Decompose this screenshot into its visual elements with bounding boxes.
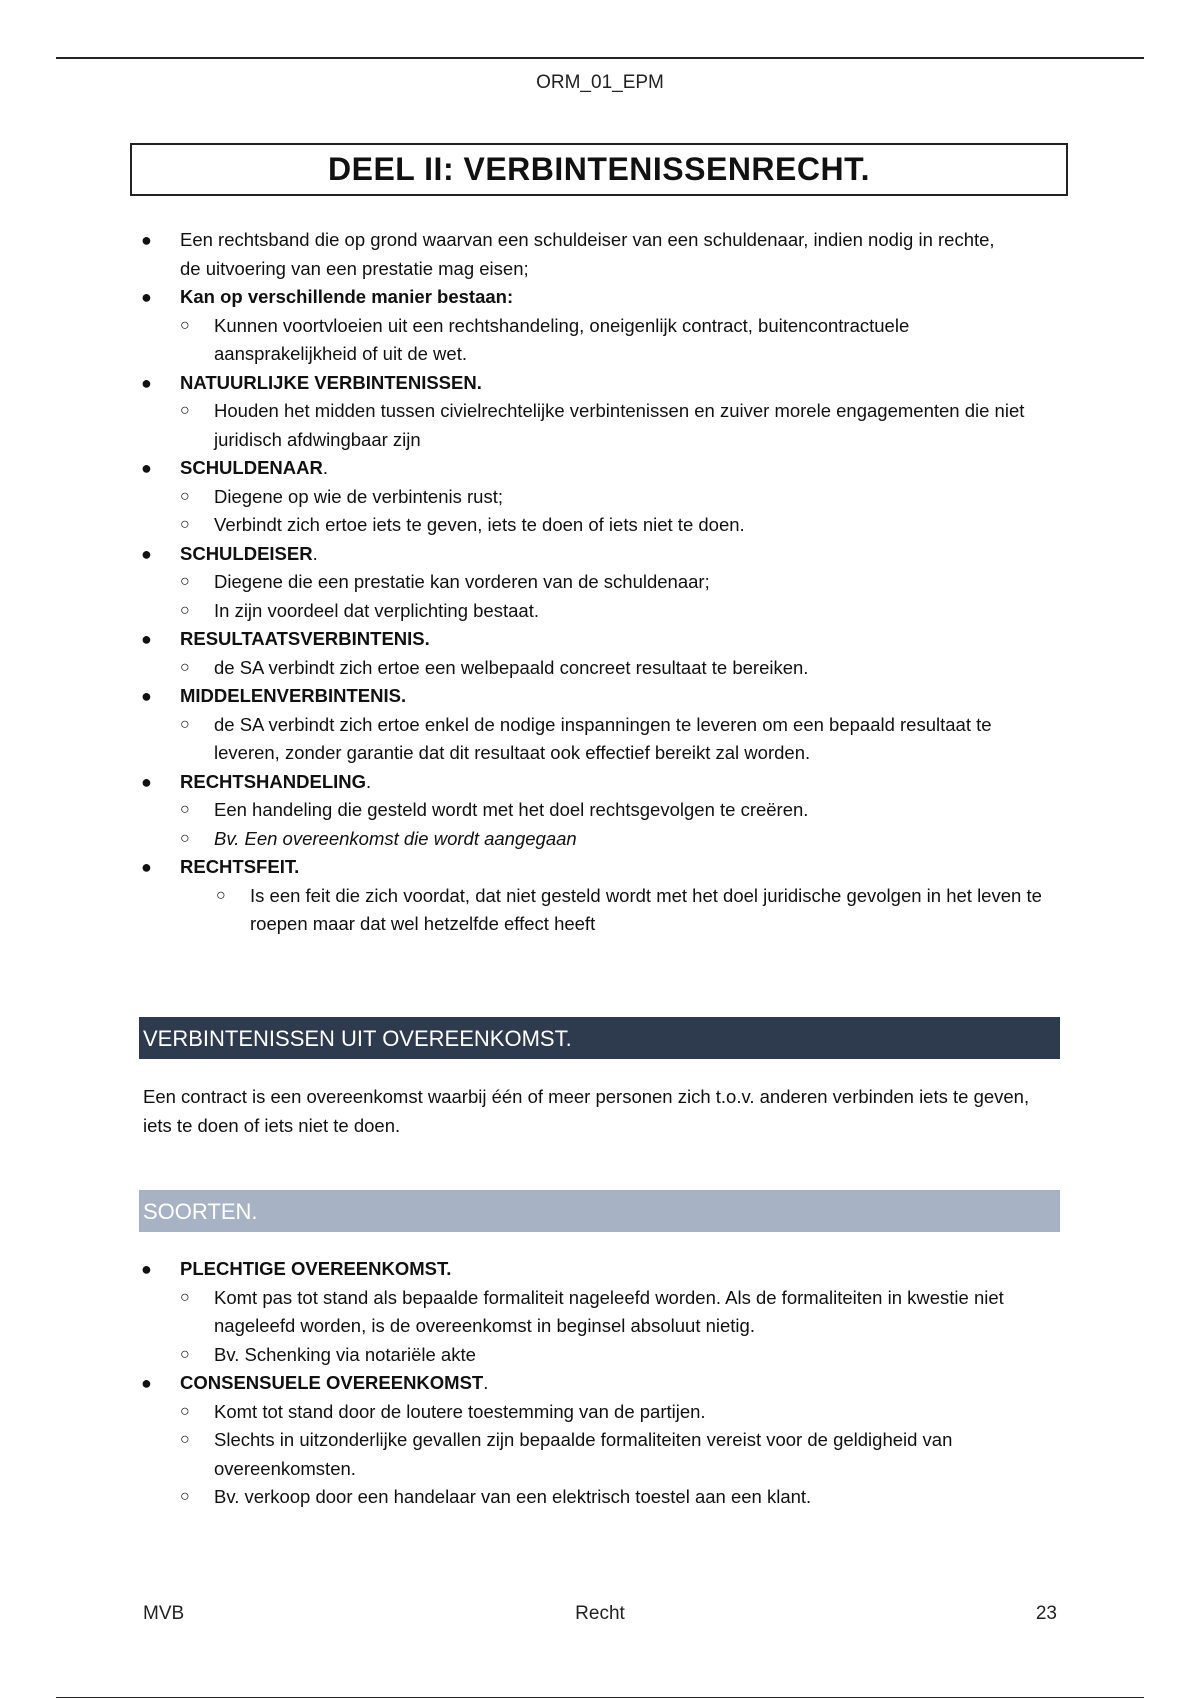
list-item: ● SCHULDEISER. ○ Diegene die een prestatie kan vorderen van de schuldenaar; ○ In zijn voordeel dat verplichting bestaat. [0, 540, 1060, 626]
circle-bullet-icon: ○ [180, 1431, 190, 1448]
list-item: ● RESULTAATSVERBINTENIS. ○ de SA verbindt zich ertoe een welbepaald concreet resultaat te bereiken. [0, 625, 1060, 682]
section-paragraph: Een contract is een overeenkomst waarbij één of meer personen zich t.o.v. anderen verbinden iets te geven, iets te doen of iets niet te doen. [143, 1086, 1030, 1136]
sub-list-item: ○ de SA verbindt zich ertoe enkel de nodige inspanningen te leveren om een bepaald resultaat te leveren, zonder garantie dat dit resultaat ook effectief bereikt zal worden. [180, 711, 1054, 768]
sub-list-item: ○ Diegene op wie de verbintenis rust; [180, 483, 1064, 512]
list-item: ● Kan op verschillende manier bestaan: ○ Kunnen voortvloeien uit een rechtshandeling, oneigenlijk contract, buitencontractuele aansprakelijkheid of uit de wet. [0, 283, 1060, 369]
circle-bullet-icon: ○ [180, 829, 190, 847]
circle-bullet-icon: ○ [180, 573, 190, 590]
bullet-icon: ● [141, 230, 152, 250]
list-item: ● PLECHTIGE OVEREENKOMST. ○ Komt pas tot stand als bepaalde formaliteit nageleefd worden. Als de formaliteiten in kwestie niet nageleefd worden, is de overeenkomst in beginsel absoluut nietig. ○ Bv. Schenking via notariële akte [0, 1255, 1060, 1369]
sub-list-item: ○ Komt tot stand door de loutere toestemming van de partijen. [180, 1398, 1064, 1427]
circle-bullet-icon: ○ [216, 886, 226, 904]
footer-author: MVB [143, 1603, 185, 1624]
circle-bullet-icon: ○ [180, 601, 190, 619]
list-item: ● MIDDELENVERBINTENIS. ○ de SA verbindt zich ertoe enkel de nodige inspanningen te leveren om een bepaald resultaat te leveren, zonder garantie dat dit resultaat ook effectief bereikt zal worden. [0, 682, 1060, 768]
page-number: 23 [1035, 1603, 1057, 1624]
circle-bullet-icon: ○ [180, 316, 190, 334]
sub-list-item: ○ Diegene die een prestatie kan vorderen van de schuldenaar; [180, 568, 1064, 597]
circle-bullet-icon: ○ [180, 658, 190, 676]
sub-list-item: ○ de SA verbindt zich ertoe een welbepaald concreet resultaat te bereiken. [180, 654, 1064, 683]
section-heading-soorten: SOORTEN. [139, 1190, 1060, 1232]
circle-bullet-icon: ○ [180, 1402, 190, 1420]
sub-list-item: ○ Kunnen voortvloeien uit een rechtshandeling, oneigenlijk contract, buitencontractuele aansprakelijkheid of uit de wet. [180, 312, 1004, 369]
list-item: ● Een rechtsband die op grond waarvan een schuldeiser van een schuldenaar, indien nodig in rechte, de uitvoering van een prestatie mag eisen; [0, 226, 1020, 283]
document-code: ORM_01_EPM [536, 72, 664, 93]
sub-list-item: ○ Bv. Een overeenkomst die wordt aangegaan [180, 825, 1064, 854]
circle-bullet-icon: ○ [180, 487, 190, 505]
footer-subject: Recht [575, 1603, 625, 1624]
bullet-icon: ● [141, 686, 152, 706]
bullet-icon: ● [141, 1259, 152, 1279]
bullet-icon: ● [141, 771, 152, 792]
soorten-list [0, 1255, 1200, 1512]
bullet-icon: ● [141, 287, 152, 307]
sub-list-item: ○ Houden het midden tussen civielrechtelijke verbintenissen en zuiver morele engagementen die niet juridisch afdwingbaar zijn [180, 397, 1054, 454]
part-title: DEEL II: VERBINTENISSENRECHT. [130, 143, 1068, 196]
footer-rule [56, 1697, 1144, 1698]
sub-list-item: ○ Slechts in uitzonderlijke gevallen zijn bepaalde formaliteiten vereist voor de geldigheid van overeenkomsten. [180, 1426, 1044, 1483]
circle-bullet-icon: ○ [180, 715, 190, 733]
bullet-icon: ● [141, 1373, 152, 1393]
bullet-icon: ● [141, 543, 152, 564]
intro-list [0, 226, 1200, 939]
sub-list-item: ○ Een handeling die gesteld wordt met het doel rechtsgevolgen te creëren. [180, 796, 1064, 825]
list-item: ● RECHTSFEIT. ○ Is een feit die zich voordat, dat niet gesteld wordt met het doel juridische gevolgen in het leven te roepen maar dat wel hetzelfde effect heeft [0, 853, 1060, 939]
sub-list-item: ○ In zijn voordeel dat verplichting bestaat. [180, 597, 1064, 626]
bullet-icon: ● [141, 629, 152, 649]
circle-bullet-icon: ○ [180, 402, 190, 419]
circle-bullet-icon: ○ [180, 1488, 190, 1505]
header-rule [56, 57, 1144, 59]
sub-list-item: ○ Bv. verkoop door een handelaar van een elektrisch toestel aan een klant. [180, 1483, 1064, 1512]
bullet-icon: ● [141, 857, 152, 877]
bullet-icon: ● [141, 372, 152, 393]
circle-bullet-icon: ○ [180, 516, 190, 533]
list-item: ● RECHTSHANDELING. ○ Een handeling die gesteld wordt met het doel rechtsgevolgen te creëren. ○ Bv. Een overeenkomst die wordt aangegaan [0, 768, 1060, 854]
section-heading-verbintenissen: VERBINTENISSEN UIT OVEREENKOMST. [139, 1017, 1060, 1059]
list-item: ● NATUURLIJKE VERBINTENISSEN. ○ Houden het midden tussen civielrechtelijke verbintenissen en zuiver morele engagementen die niet juridisch afdwingbaar zijn [0, 369, 1060, 455]
circle-bullet-icon: ○ [180, 1288, 190, 1306]
circle-bullet-icon: ○ [180, 801, 190, 818]
sub-list-item: ○ Is een feit die zich voordat, dat niet gesteld wordt met het doel juridische gevolgen in het leven te roepen maar dat wel hetzelfde effect heeft [216, 882, 1070, 939]
sub-list-item: ○ Bv. Schenking via notariële akte [180, 1341, 1064, 1370]
list-item: ● CONSENSUELE OVEREENKOMST. ○ Komt tot stand door de loutere toestemming van de partijen. ○ Slechts in uitzonderlijke gevallen zijn bepaalde formaliteiten vereist voor de geldigheid van overeenkomsten. ○ Bv. verkoop door een handelaar van een elektrisch toestel aan een klant. [0, 1369, 1060, 1512]
sub-list-item: ○ Verbindt zich ertoe iets te geven, iets te doen of iets niet te doen. [180, 511, 1064, 540]
bullet-icon: ● [141, 458, 152, 478]
circle-bullet-icon: ○ [180, 1345, 190, 1363]
sub-list-item: ○ Komt pas tot stand als bepaalde formaliteit nageleefd worden. Als de formaliteiten in kwestie niet nageleefd worden, is de overeenkomst in beginsel absoluut nietig. [180, 1284, 1064, 1341]
list-item: ● SCHULDENAAR. ○ Diegene op wie de verbintenis rust; ○ Verbindt zich ertoe iets te geven, iets te doen of iets niet te doen. [0, 454, 1060, 540]
